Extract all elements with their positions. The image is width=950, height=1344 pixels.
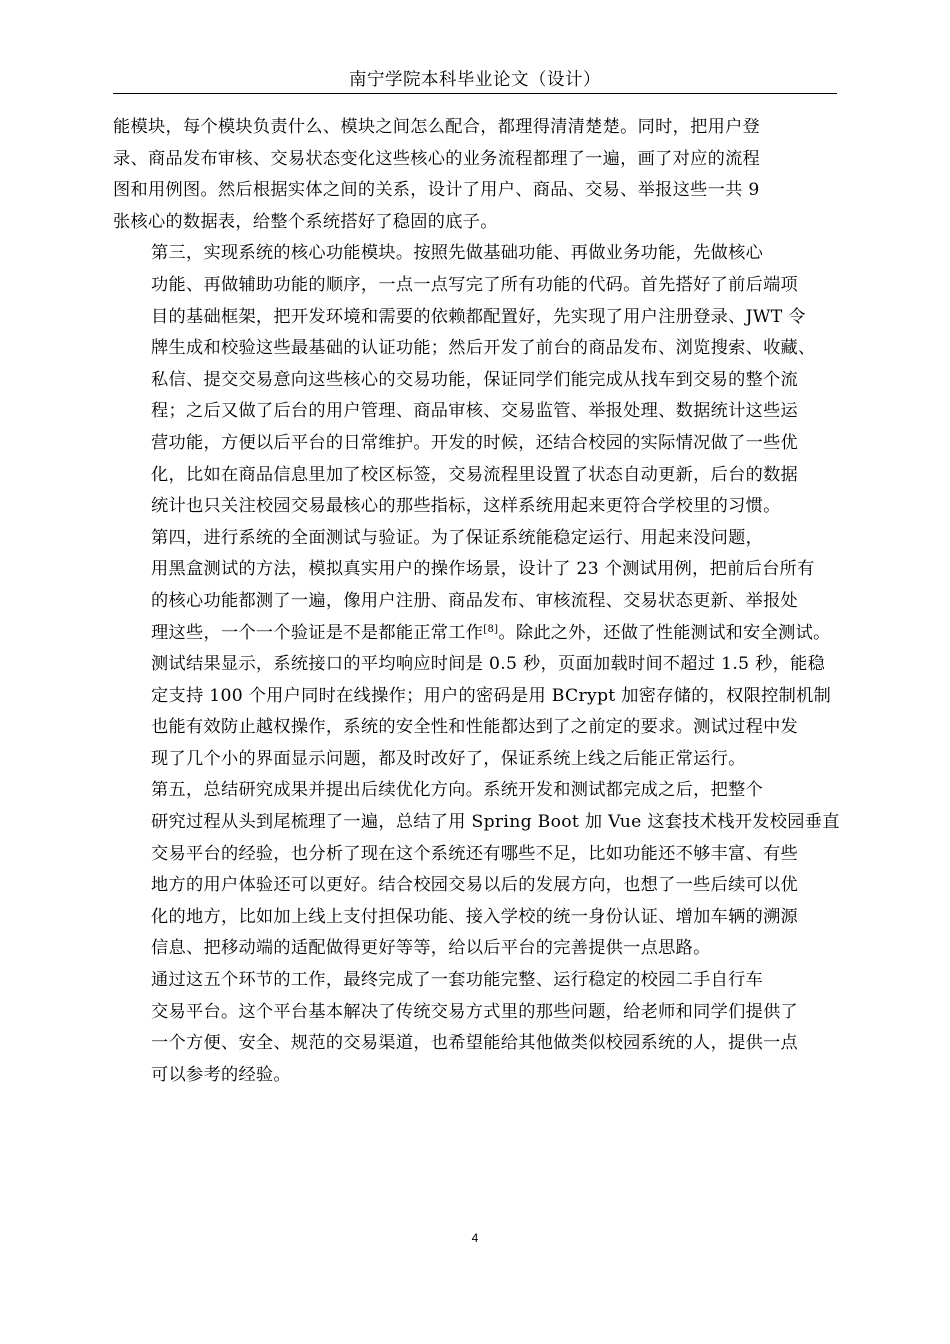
text-line: 牌生成和校验这些最基础的认证功能；然后开发了前台的商品发布、浏览搜索、收藏、 [151,338,816,359]
header-divider [113,93,837,94]
text-line: 一个方便、安全、规范的交易渠道，也希望能给其他做类似校园系统的人，提供一点 [151,1033,799,1054]
paragraph-continued [113,112,829,238]
text-segment: 。除此之外，还做了性能测试和安全测试。 [498,622,831,643]
text-line: 目的基础框架，把开发环境和需要的依赖都配置好，先实现了用户注册登录、JWT 令 [151,306,806,327]
text-line: 能模块，每个模块负责什么、模块之间怎么配合，都理得清清楚楚。同时，把用户登 [113,117,761,137]
text-segment: 理这些，一个一个验证是不是都能正常工作 [151,622,484,643]
text-line: 测试结果显示，系统接口的平均响应时间是 0.5 秒，页面加载时间不超过 1.5 秒，能稳 [151,654,826,675]
text-line: 信息、把移动端的适配做得更好等等，给以后平台的完善提供一点思路。 [151,938,711,959]
text-line: 化的地方，比如加上线上支付担保功能、接入学校的统一身份认证、增加车辆的溯源 [151,906,799,927]
text-line: 也能有效防止越权操作，系统的安全性和性能都达到了之前定的要求。测试过程中发 [151,717,799,738]
text-line: 统计也只关注校园交易最核心的那些指标，这样系统用起来更符合学校里的习惯。 [151,496,781,517]
paragraph-step-three [113,238,829,522]
text-line-with-citation [113,618,829,650]
running-header: 南宁学院本科毕业论文（设计） [349,70,601,90]
text-line: 的核心功能都测了一遍，像用户注册、商品发布、审核流程、交易状态更新、举报处 [151,590,799,611]
text-line: 私信、提交交易意向这些核心的交易功能，保证同学们能完成从找车到交易的整个流 [151,369,799,390]
citation-reference[interactable]: [8] [483,623,499,635]
text-line: 研究过程从头到尾梳理了一遍，总结了用 Spring Boot 加 Vue 这套技术栈开发校园垂直 [151,812,840,833]
text-line: 录、商品发布审核、交易状态变化这些核心的业务流程都理了一遍，画了对应的流程 [113,148,761,169]
text-line: 可以参考的经验。 [151,1064,291,1085]
text-line: 第五，总结研究成果并提出后续优化方向。系统开发和测试都完成之后，把整个 [151,780,764,801]
paragraph-step-four [113,523,832,776]
text-line: 第四，进行系统的全面测试与验证。为了保证系统能稳定运行、用起来没问题， [151,527,764,548]
text-line: 交易平台。这个平台基本解决了传统交易方式里的那些问题，给老师和同学们提供了 [151,1001,799,1022]
text-line: 第三，实现系统的核心功能模块。按照先做基础功能、再做业务功能，先做核心 [151,243,764,264]
text-line: 现了几个小的界面显示问题，都及时改好了，保证系统上线之后能正常运行。 [151,748,746,769]
text-line: 交易平台的经验，也分析了现在这个系统还有哪些不足，比如功能还不够丰富、有些 [151,843,799,864]
text-line: 地方的用户体验还可以更好。结合校园交易以后的发展方向，也想了一些后续可以优 [151,875,799,896]
text-line: 功能、再做辅助功能的顺序，一点一点写完了所有功能的代码。首先搭好了前后端项 [151,274,799,295]
text-line: 通过这五个环节的工作，最终完成了一套功能完整、运行稳定的校园二手自行车 [151,970,764,991]
text-line: 定支持 100 个用户同时在线操作；用户的密码是用 BCrypt 加密存储的，权限控制机制 [151,685,832,706]
paragraph-conclusion [113,965,829,1091]
text-line: 程；之后又做了后台的用户管理、商品审核、交易监管、举报处理、数据统计这些运 [151,401,799,422]
text-line: 用黑盒测试的方法，模拟真实用户的操作场景，设计了 23 个测试用例，把前后台所有 [151,559,815,580]
text-line: 张核心的数据表，给整个系统搭好了稳固的底子。 [113,211,498,232]
body-text [113,112,840,1091]
paragraph-step-five [113,775,840,965]
text-line: 化，比如在商品信息里加了校区标签，交易流程里设置了状态自动更新，后台的数据 [151,464,799,485]
page-number: 4 [471,1231,479,1245]
text-line: 图和用例图。然后根据实体之间的关系，设计了用户、商品、交易、举报这些一共 9 [113,180,760,201]
text-line: 营功能，方便以后平台的日常维护。开发的时候，还结合校园的实际情况做了一些优 [151,432,799,453]
